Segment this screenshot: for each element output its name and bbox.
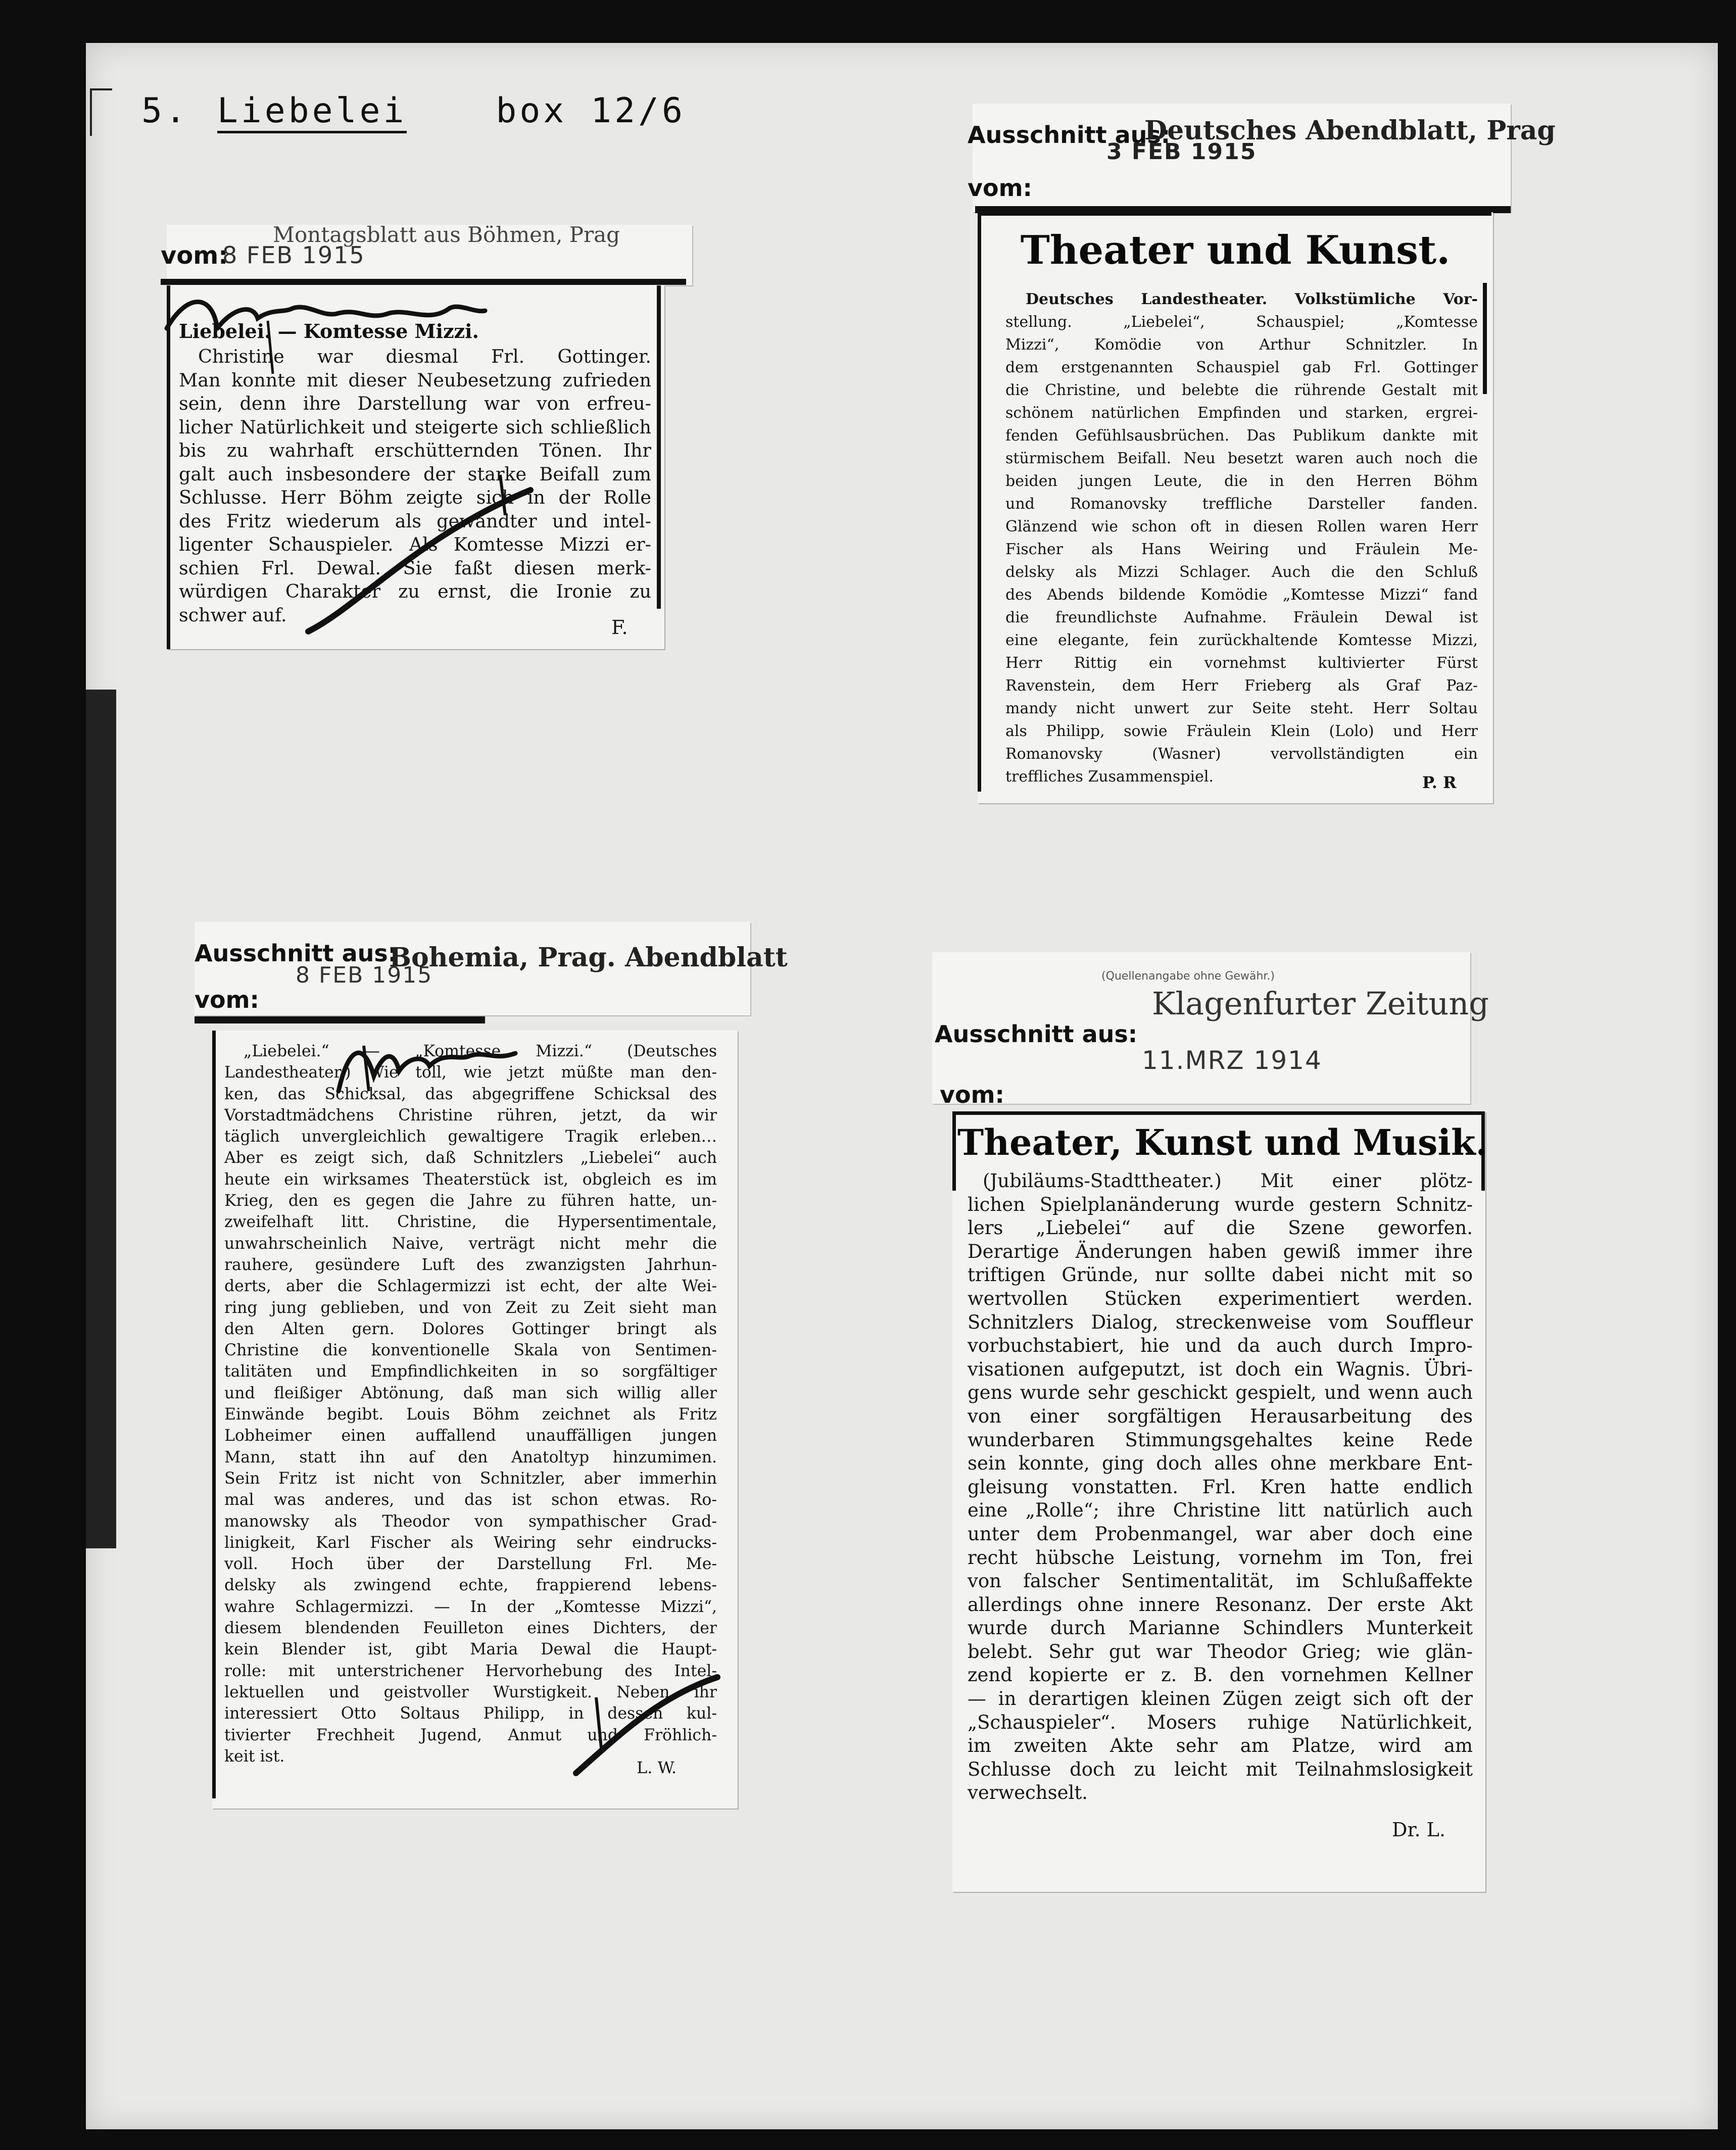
clip4-headline: Theater, Kunst und Musik.: [957, 1121, 1488, 1163]
text-line: kein Blender ist, gibt Maria Dewal die Haupt-: [224, 1640, 717, 1659]
text-line: Man konnte mit dieser Neubesetzung zufrieden: [179, 369, 651, 391]
text-line: schien Frl. Dewal. Sie faßt diesen merk-: [179, 557, 651, 579]
clip1-vom-label: vom:: [161, 241, 228, 270]
text-line: voll. Hoch über der Darstellung Frl. Me-: [224, 1555, 717, 1574]
text-line: des Fritz wiederum als gewandter und intel-: [179, 510, 651, 532]
text-line: Sein Fritz ist nicht von Schnitzler, aber immerhin: [224, 1469, 717, 1488]
clip3-date-stamp: 8 FEB 1915: [296, 962, 433, 988]
text-line: delsky als zwingend echte, frappierend lebens-: [224, 1576, 717, 1595]
clip1-title: Liebelei. — Komtesse Mizzi.: [179, 320, 479, 343]
text-line: schwer auf.: [179, 604, 287, 626]
text-line: eine „Rolle“; ihre Christine litt natürlich auch: [968, 1499, 1473, 1522]
clip2-date-stamp: 3 FEB 1915: [1106, 139, 1257, 165]
clip2-signature: P. R: [1422, 773, 1457, 792]
text-line: Christine war diesmal Frl. Gottinger.: [198, 346, 651, 367]
clip4-source: Klagenfurter Zeitung: [1152, 985, 1489, 1022]
clip2-text: [1005, 288, 1478, 788]
text-line: wurde durch Marianne Schindlers Munterkeit: [968, 1617, 1473, 1639]
clip2-vom-label: vom:: [968, 174, 1032, 202]
text-line: eine elegante, fein zurückhaltende Komtesse Mizzi,: [1005, 631, 1478, 649]
text-line: treffliches Zusammenspiel.: [1005, 768, 1214, 786]
text-line: Schnitzlers Dialog, streckenweise vom Souffleur: [968, 1311, 1473, 1333]
clip2-right-rule: [1483, 283, 1487, 394]
text-line: als Philipp, sowie Fräulein Klein (Lolo) und Herr: [1005, 722, 1478, 740]
text-line: Derartige Änderungen haben gewiß immer ihre: [968, 1240, 1473, 1262]
text-line: gens wurde sehr geschickt gespielt, und wenn auch: [968, 1382, 1473, 1404]
text-line: recht hübsche Leistung, vornehm im Ton, frei: [968, 1546, 1473, 1569]
text-line: „Liebelei.“ — „Komtesse Mizzi.“ (Deutsches: [244, 1042, 717, 1060]
text-line: dem erstgenannten Schauspiel gab Frl. Gottinger: [1005, 359, 1478, 376]
text-line: von falscher Sentimentalität, im Schlußaffekte: [968, 1570, 1473, 1592]
clip1-source: Montagsblatt aus Böhmen, Prag: [273, 222, 620, 247]
text-line: Mann, statt ihn auf den Anatoltyp hinzumimen.: [224, 1448, 717, 1467]
text-line: lichen Spielplanänderung wurde gestern Schnitz-: [968, 1193, 1473, 1215]
text-line: verwechselt.: [968, 1782, 1088, 1804]
text-line: galt auch insbesondere der starke Beifall zum: [179, 463, 651, 485]
text-line: wahre Schlagermizzi. — In der „Komtesse Mizzi“,: [224, 1597, 717, 1616]
text-line: rolle: mit unterstrichener Hervorhebung des Intel-: [224, 1662, 717, 1680]
clip4: [952, 1111, 1488, 1892]
clip2: [978, 212, 1493, 803]
text-line: und Romanovsky treffliche Darsteller fanden.: [1005, 495, 1478, 513]
text-line: des Abends bildende Komödie „Komtesse Mizzi“ fand: [1005, 586, 1478, 604]
text-line: Fischer als Hans Weiring und Fräulein Me-: [1005, 541, 1478, 558]
text-line: gleisung vonstatten. Frl. Kren hatte endlich: [968, 1476, 1473, 1498]
text-line: schönem natürlichen Empfinden und starken, ergrei-: [1005, 404, 1478, 422]
text-line: Krieg, den es gegen die Jahre zu führen hatte, un-: [224, 1192, 717, 1210]
clip3-label: Ausschnitt aus:: [195, 940, 398, 967]
text-line: Einwände begibt. Louis Böhm zeichnet als Fritz: [224, 1405, 717, 1424]
text-line: Aber es zeigt sich, daß Schnitzlers „Liebelei“ auch: [224, 1149, 717, 1167]
text-line: belebt. Sehr gut war Theodor Grieg; wie glän-: [968, 1640, 1473, 1663]
text-line: die Christine, und belebte die rührende Gestalt mit: [1005, 381, 1478, 399]
text-line: allerdings ohne innere Resonanz. Der erste Akt: [968, 1593, 1473, 1616]
text-line: lers „Liebelei“ auf die Szene geworfen.: [968, 1217, 1473, 1239]
text-line: wertvollen Stücken experimentiert werden.: [968, 1287, 1473, 1309]
text-line: Christine die konventionelle Skala von Sentimen-: [224, 1341, 717, 1360]
text-line: sein, denn ihre Darstellung war von erfreu-: [179, 393, 651, 414]
clip1-date-stamp: 8 FEB 1915: [222, 241, 365, 269]
text-line: interessiert Otto Soltaus Philipp, in dessen kul-: [224, 1704, 717, 1723]
sheet-shadow-edge: [86, 690, 116, 1548]
text-line: tivierter Frechheit Jugend, Anmut und Fröhlich-: [224, 1726, 717, 1744]
header-box: box 12/6: [496, 91, 686, 131]
handwriting-clip1: [157, 273, 662, 657]
clip4-text: [968, 1169, 1473, 1805]
text-line: Lobheimer einen auffallend unauffälligen jungen: [224, 1427, 717, 1445]
text-line: beiden jungen Leute, die in den Herren Böhm: [1005, 472, 1478, 490]
text-line: den Alten gern. Dolores Gottinger bringt als: [224, 1320, 717, 1338]
clip3-signature: L. W.: [637, 1758, 677, 1777]
text-line: unter dem Probenmangel, war aber doch eine: [968, 1523, 1473, 1545]
text-line: Schlusse doch zu leicht mit Teilnahmslosigkeit: [968, 1758, 1473, 1780]
text-line: zweifelhaft litt. Christine, die Hypersentimentale,: [224, 1213, 717, 1232]
text-line: derts, aber die Schlagermizzi ist echt, der alte Wei-: [224, 1277, 717, 1296]
text-line: delsky als Mizzi Schlager. Auch die den Schluß: [1005, 563, 1478, 581]
text-line: lektuellen und geistvoller Wurstigkeit. Neben ihr: [224, 1683, 717, 1701]
header-number: 5.: [141, 91, 189, 131]
text-line: ring jung geblieben, und von Zeit zu Zeit sieht man: [224, 1298, 717, 1317]
text-line: Deutsches Landestheater. Volkstümliche Vor-: [1026, 290, 1478, 308]
clip2-headline: Theater und Kunst.: [1020, 227, 1451, 273]
text-line: diesem blendenden Feuilleton eines Dichters, der: [224, 1619, 717, 1638]
handwriting-clip3: [212, 1031, 748, 1809]
text-line: Schlusse. Herr Böhm zeigte sich in der Rolle: [179, 486, 651, 508]
text-line: — in derartigen kleinen Zügen zeigt sich oft der: [968, 1688, 1473, 1710]
text-line: stellung. „Liebelei“, Schauspiel; „Komtesse: [1005, 313, 1478, 331]
text-line: Glänzend wie schon oft in diesen Rollen waren Herr: [1005, 518, 1478, 535]
clip2-source: Deutsches Abendblatt, Prag: [1144, 115, 1556, 146]
text-line: manowsky als Theodor von sympathischer Grad-: [224, 1512, 717, 1531]
text-line: vorbuchstabiert, hie und da auch durch Impro-: [968, 1335, 1473, 1357]
text-line: triftigen Gründe, nur sollte dabei nicht mit so: [968, 1264, 1473, 1286]
text-line: mandy nicht unwert zur Seite steht. Herr Soltau: [1005, 700, 1478, 717]
text-line: mal was anderes, und das ist schon etwas. Ro-: [224, 1491, 717, 1509]
text-line: von einer sorgfältigen Herausarbeitung des: [968, 1405, 1473, 1427]
text-line: täglich unvergleichlich gewaltigere Tragik erleben…: [224, 1128, 717, 1146]
text-line: rauhere, gesündere Luft des zwanzigsten Jahrhun-: [224, 1255, 717, 1274]
clip3-vom-label: vom:: [195, 986, 259, 1013]
clip4-vom-label: vom:: [940, 1081, 1004, 1108]
text-line: bis zu wahrhaft erschütternden Tönen. Ihr: [179, 439, 651, 461]
text-line: Landestheater.) Wie toll, wie jetzt müßte man den-: [224, 1063, 717, 1082]
corner-mark: [90, 88, 112, 136]
text-line: „Schauspieler“. Mosers ruhige Natürlichkeit,: [968, 1711, 1473, 1733]
text-line: talitäten und Empfindlichkeiten in so sorgfältiger: [224, 1362, 717, 1381]
text-line: (Jubiläums-Stadttheater.) Mit einer plötz-: [983, 1170, 1473, 1192]
text-line: zend kopierte er z. B. den vornehmen Kellner: [968, 1664, 1473, 1686]
clip1-signature: F.: [611, 616, 628, 639]
text-line: sein konnte, ging doch alles ohne merkbare Ent-: [968, 1452, 1473, 1475]
header-title: Liebelei: [217, 91, 407, 133]
clip4-signature: Dr. L.: [1392, 1819, 1445, 1841]
text-line: ligenter Schauspieler. Als Komtesse Mizzi er-: [179, 533, 651, 555]
text-line: stürmischem Beifall. Neu besetzt waren auch noch die: [1005, 450, 1478, 467]
text-line: Vorstadtmädchens Christine rühren, jetzt, da wir: [224, 1106, 717, 1125]
text-line: Ravenstein, dem Herr Frieberg als Graf Paz-: [1005, 677, 1478, 695]
clip3-source: Bohemia, Prag. Abendblatt: [389, 942, 788, 973]
text-line: ken, das Schicksal, das abgegriffene Schicksal des: [224, 1085, 717, 1103]
text-line: unwahrscheinlich Naive, verträgt nicht mehr die: [224, 1234, 717, 1253]
text-line: Romanovsky (Wasner) vervollständigten ein: [1005, 745, 1478, 763]
clip4-small-note: (Quellenangabe ohne Gewähr.): [1101, 970, 1275, 983]
clip3-rule: [195, 1016, 485, 1023]
text-line: wunderbaren Stimmungsgehaltes keine Rede: [968, 1429, 1473, 1451]
text-line: keit ist.: [224, 1747, 285, 1766]
text-line: im zweiten Akte sehr am Platze, wird am: [968, 1735, 1473, 1757]
text-line: die freundlichste Aufnahme. Fräulein Dewal ist: [1005, 609, 1478, 626]
text-line: und fleißiger Abtönung, daß man sich willig aller: [224, 1384, 717, 1402]
text-line: licher Natürlichkeit und steigerte sich schließlich: [179, 416, 651, 438]
text-line: Herr Rittig ein vornehmst kultivierter Fürst: [1005, 654, 1478, 672]
text-line: fenden Gefühlsausbrüchen. Das Publikum dankte mit: [1005, 427, 1478, 445]
clip4-date-stamp: 11.MRZ 1914: [1142, 1046, 1322, 1075]
text-line: würdigen Charakter zu ernst, die Ironie zu: [179, 580, 651, 602]
text-line: linigkeit, Karl Fischer als Weiring sehr eindrucks-: [224, 1533, 717, 1552]
text-line: Mizzi“, Komödie von Arthur Schnitzler. In: [1005, 336, 1478, 354]
sheet-header: [141, 91, 714, 131]
clip4-label: Ausschnitt aus:: [935, 1020, 1138, 1048]
text-line: heute ein wirksames Theaterstück ist, obgleich es im: [224, 1170, 717, 1189]
text-line: visationen aufgeputzt, ist doch ein Wagnis. Übri-: [968, 1358, 1473, 1380]
clip2-label: Ausschnitt aus:: [968, 121, 1171, 149]
